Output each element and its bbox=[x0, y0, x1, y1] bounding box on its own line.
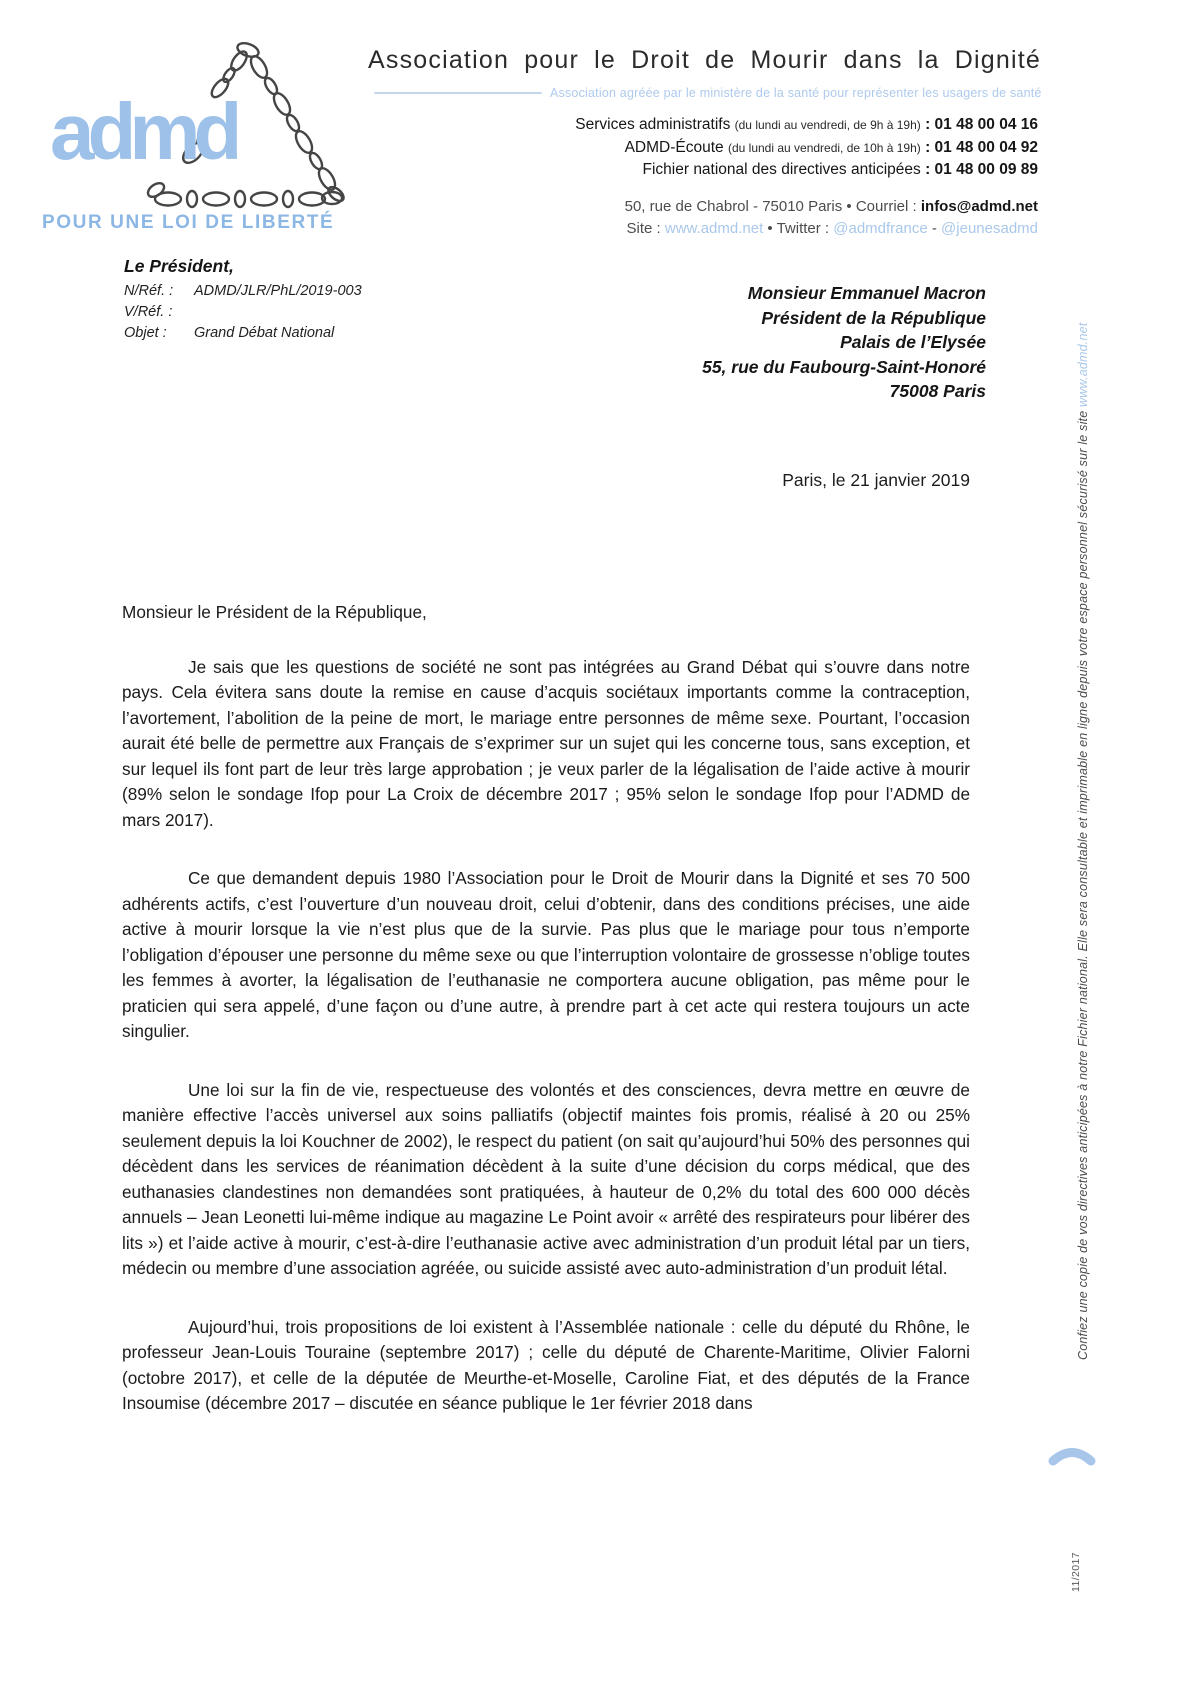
email-address: infos@admd.net bbox=[920, 198, 1038, 215]
margin-note-link: www.admd.net bbox=[1076, 322, 1090, 407]
ref-label: N/Réf. : bbox=[124, 283, 174, 299]
organization-title: Association pour le Droit de Mourir dans la Dignité bbox=[368, 46, 1042, 74]
ref-value: Grand Débat National bbox=[194, 325, 335, 341]
contact-line bbox=[575, 114, 1038, 137]
contact-hours: (du lundi au vendredi, de 10h à 19h) bbox=[727, 140, 921, 155]
ref-value bbox=[190, 302, 194, 323]
reference-block bbox=[124, 256, 362, 344]
postal-address-line bbox=[625, 196, 1038, 218]
twitter-handle: @admdfrance bbox=[833, 220, 928, 237]
recipient-line: Monsieur Emmanuel Macron bbox=[747, 283, 986, 303]
web-line bbox=[625, 218, 1038, 240]
reference-row bbox=[124, 323, 362, 344]
paragraph-1: Je sais que les questions de société ne sont pas intégrées au Grand Débat qui s’ouvre dans notre pays. Cela évitera sans doute la remise en cause d’acquis sociétaux importants comme la contraception, l’avortement, l’abolition de la peine de mort, le mariage entre personnes de même sexe. Pourtant, l’occasion aurait été belle de permettre aux Français de s’exprimer sur un sujet qui les concerne tous, sans exception, et sur lequel ils font part de leur très large approbation ; je veux parler de la légalisation de l’aide active à mourir (89% selon le sondage Ifop pour La Croix de décembre 2017 ; 95% selon le sondage Ifop pour l’ADMD de mars 2017). bbox=[122, 656, 970, 830]
ref-value: ADMD/JLR/PhL/2019-003 bbox=[194, 283, 362, 299]
contact-hours: (du lundi au vendredi, de 9h à 19h) bbox=[734, 118, 921, 132]
margin-note-text: Confiez une copie de vos directives anticipées à notre Fichier national. Elle sera consultable et imprimable en ligne depuis votre espace personnel sécurisé sur le site bbox=[1076, 406, 1090, 1360]
site-label: Site : bbox=[626, 220, 665, 237]
recipient-line: Président de la République bbox=[761, 307, 986, 328]
postal-address-block bbox=[625, 196, 1038, 240]
organization-subtitle-row bbox=[374, 86, 1054, 100]
paragraph-4: Aujourd’hui, trois propositions de loi existent à l’Assemblée nationale : celle du député du Rhône, le professeur Jean-Louis Touraine (septembre 2017) ; celle du député de Charente-Maritime, Olivier Falorni (octobre 2017), et celle de la députée de Meurthe-et-Moselle, Caroline Fiat, et des députés de la France Insoumise (décembre 2017 – discutée en séance publique le 1er février 2018 dans bbox=[122, 1316, 970, 1413]
contact-line bbox=[575, 137, 1038, 160]
blue-chevron-icon bbox=[1048, 1440, 1096, 1468]
reference-row bbox=[124, 281, 362, 302]
contact-label: ADMD-Écoute bbox=[624, 138, 728, 156]
recipient-line: 55, rue du Faubourg-Saint-Honoré bbox=[702, 356, 986, 377]
twitter-label: • Twitter : bbox=[763, 220, 834, 237]
logo-tagline: POUR UNE LOI DE LIBERTÉ bbox=[42, 212, 335, 233]
margin-note-vertical bbox=[1076, 322, 1090, 1360]
salutation: Monsieur le Président de la République, bbox=[122, 602, 427, 622]
recipient-line: Palais de l’Elysée bbox=[840, 332, 986, 352]
organization-subtitle: Association agréée par le ministère de la santé pour représenter les usagers de santé bbox=[550, 86, 1042, 100]
reference-row bbox=[124, 302, 362, 323]
website-link: www.admd.net bbox=[664, 220, 764, 237]
twitter-handle-2: @jeunesadmd bbox=[941, 220, 1038, 237]
contact-line bbox=[575, 159, 1038, 182]
logo-wordmark: admd bbox=[50, 87, 236, 176]
ref-label: V/Réf. : bbox=[124, 304, 173, 320]
contact-phone: : 01 48 00 09 89 bbox=[920, 161, 1038, 178]
contact-phone: : 01 48 00 04 16 bbox=[920, 116, 1038, 133]
postal-address: 50, rue de Chabrol - 75010 Paris • Courriel : bbox=[624, 198, 921, 215]
print-version-label: 11/2017 bbox=[1070, 1552, 1082, 1592]
contact-label: Fichier national des directives anticipées bbox=[642, 161, 921, 178]
sender-title: Le Président, bbox=[124, 256, 234, 276]
paragraph-3: Une loi sur la fin de vie, respectueuse des volontés et des consciences, devra mettre en œuvre de manière effective l’accès universel aux soins palliatifs (objectif maintes fois promis, réalisé à 20 ou 25% seulement depuis la loi Kouchner de 2002), le respect du patient (on sait qu’aujourd’hui 50% des personnes qui décèdent dans les services de réanimation décèdent à la suite d’une décision du corps médical, que des euthanasies clandestines non demandées sont pratiquées, à hauteur de 0,2% du total des 600 000 décès annuels – Jean Leonetti lui-même indique au magazine Le Point avoir « arrêté des respirateurs pour libérer des lits ») et l’aide active à mourir, c’est-à-dire l’euthanasie active avec administration d’un produit létal par un tiers, médecin ou membre d’une association agréée, ou suicide assisté avec auto-administration d’un produit létal. bbox=[122, 1079, 970, 1278]
subtitle-rule bbox=[374, 92, 542, 94]
contact-label: Services administratifs bbox=[575, 116, 735, 133]
recipient-address-block bbox=[702, 281, 986, 404]
recipient-line: 75008 Paris bbox=[889, 381, 986, 401]
paragraph-2: Ce que demandent depuis 1980 l’Association pour le Droit de Mourir dans la Dignité et ses 70 500 adhérents actifs, c’est l’ouverture d’un nouveau droit, celui d’obtenir, dans des conditions précises, une aide active à mourir lorsque la vie n’est plus que de la survie. Pas plus que le mariage pour tous n’emporte l’obligation d’épouser une personne du même sexe ou que l’interruption volontaire de grossesse n’oblige toutes les femmes à avorter, la légalisation de l’euthanasie ne comportera aucune obligation, pas même pour le praticien qui sera appelé, d’une façon ou d’une autre, à prendre part à cet acte qui restera toujours un acte singulier. bbox=[122, 868, 970, 1041]
separator: - bbox=[927, 220, 942, 237]
letter-body bbox=[122, 600, 970, 1450]
admd-logo bbox=[40, 36, 370, 251]
date-line: Paris, le 21 janvier 2019 bbox=[782, 470, 970, 490]
contact-phone: : 01 48 00 04 92 bbox=[920, 138, 1038, 156]
ref-label: Objet : bbox=[124, 325, 167, 341]
contact-block bbox=[575, 114, 1038, 182]
